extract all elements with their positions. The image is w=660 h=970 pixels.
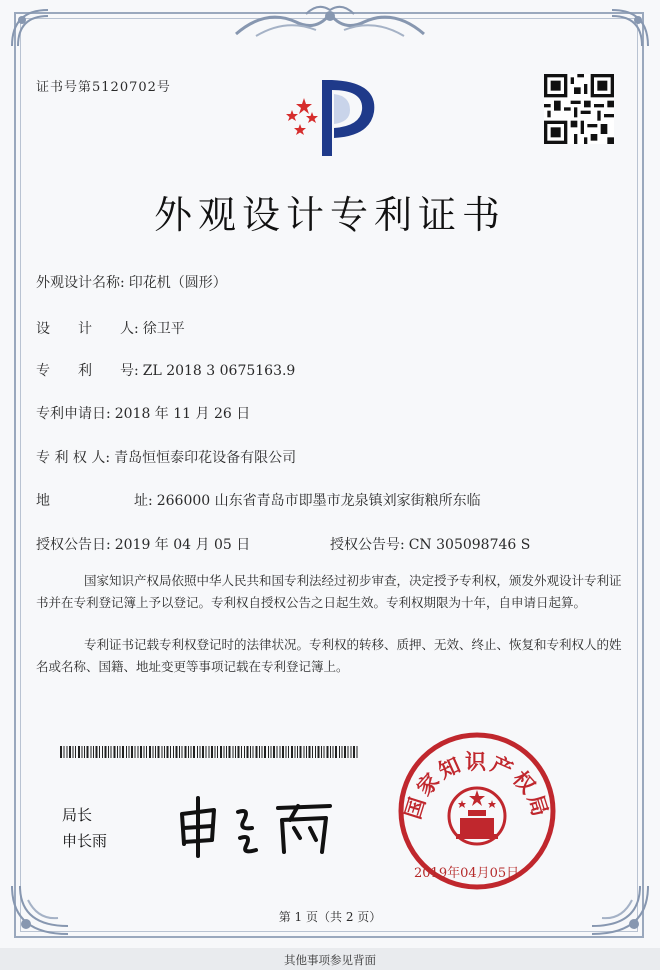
director-title: 局长 <box>62 806 93 824</box>
grant-no-value: CN 305098746 S <box>408 537 531 553</box>
corner-ornament-tl <box>8 6 58 56</box>
field-filing-date <box>36 403 250 423</box>
design-name-label: 外观设计名称: <box>36 275 125 291</box>
director-signature <box>170 790 340 860</box>
owner-value: 青岛恒恒泰印花设备有限公司 <box>114 450 297 466</box>
field-owner <box>36 447 296 467</box>
field-design-name <box>36 272 227 292</box>
field-patent-no <box>36 360 295 380</box>
top-ornament <box>226 4 434 42</box>
cnipa-logo <box>278 72 388 162</box>
grant-paragraph: 国家知识产权局依照中华人民共和国专利法经过初步审查，决定授予专利权，颁发外观设计专利证书并在专利登记簿上予以登记。专利权自授权公告之日起生效。专利权期限为十年，自申请日起算。 <box>36 573 622 610</box>
certificate-number: 证书号第5120702号 <box>36 80 171 95</box>
design-name-value: 印花机（圆形） <box>128 275 227 291</box>
certificate-title: 外观设计专利证书 <box>153 193 506 237</box>
seal-text: 国家知识产权局 <box>400 750 554 822</box>
grant-date-label: 授权公告日: <box>36 537 111 553</box>
filing-date-label: 专利申请日: <box>36 406 111 422</box>
field-grant-no <box>330 534 530 554</box>
page-number: 第 1 页（共 2 页） <box>278 910 382 924</box>
legal-status-paragraph: 专利证书记载专利权登记时的法律状况。专利权的转移、质押、无效、终止、恢复和专利权人的姓名或名称、国籍、地址变更等事项记载在专利登记簿上。 <box>36 637 622 674</box>
seal-date: 2019年04月05日 <box>414 866 520 881</box>
field-grant-date <box>36 534 250 554</box>
grant-date-value: 2019 年 04 月 05 日 <box>114 537 251 553</box>
director-name: 申长雨 <box>62 832 108 850</box>
owner-label: 专 利 权 人: <box>36 450 111 466</box>
patent-no-value: ZL 2018 3 0675163.9 <box>142 363 296 379</box>
address-label: 地 址: <box>36 493 153 509</box>
designer-label: 设 计 人: <box>36 321 139 337</box>
field-designer <box>36 318 185 338</box>
patent-no-label: 专 利 号: <box>36 363 139 379</box>
qr-code <box>544 74 614 144</box>
corner-ornament-tr <box>602 6 652 56</box>
filing-date-value: 2018 年 11 月 26 日 <box>114 406 251 422</box>
designer-value: 徐卫平 <box>142 321 185 337</box>
grant-no-label: 授权公告号: <box>330 537 405 553</box>
field-address <box>36 490 481 510</box>
footer-note: 其他事项参见背面 <box>284 953 376 967</box>
barcode <box>60 746 360 758</box>
address-value: 266000 山东省青岛市即墨市龙泉镇刘家街粮所东临 <box>156 493 481 509</box>
